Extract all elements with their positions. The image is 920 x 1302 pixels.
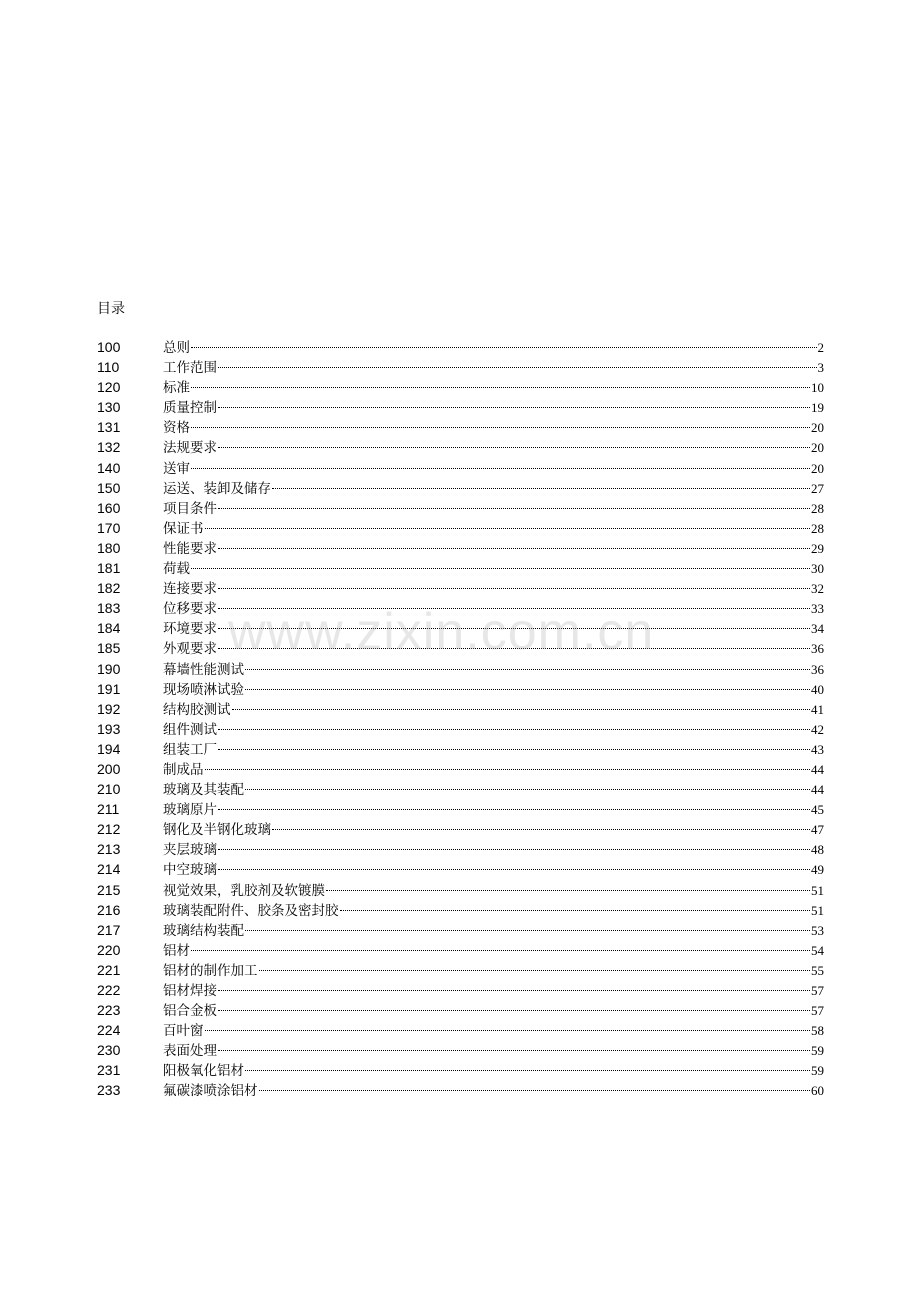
toc-dot-leader [218,447,810,448]
toc-entry[interactable] [97,377,824,397]
toc-entry[interactable] [97,679,824,699]
toc-dot-leader [340,910,811,911]
toc-dot-leader [218,869,810,870]
toc-entry-page: 32 [811,581,824,597]
toc-entry[interactable] [97,538,824,558]
toc-entry-number: 180 [97,539,121,556]
toc-dot-leader [245,669,810,670]
toc-dot-leader [218,588,810,589]
toc-entry-page: 29 [811,540,824,556]
toc-entry[interactable] [97,498,824,518]
toc-entry[interactable] [97,558,824,578]
toc-entry[interactable] [97,759,824,779]
toc-entry-page: 55 [811,962,824,978]
toc-entry-title: 铝材的制作加工 [163,962,258,979]
toc-dot-leader [218,749,810,750]
toc-entry-title: 氟碳漆喷涂铝材 [163,1083,258,1100]
toc-dot-leader [272,488,810,489]
toc-entry-page: 43 [811,741,824,757]
toc-entry[interactable] [97,739,824,759]
toc-entry[interactable] [97,357,824,377]
toc-entry[interactable] [97,859,824,879]
toc-entry[interactable] [97,417,824,437]
toc-entry-title: 夹层玻璃 [163,842,217,859]
toc-dot-leader [191,568,810,569]
toc-entry-title: 性能要求 [163,540,217,557]
toc-entry-number: 200 [97,760,121,777]
toc-entry[interactable] [97,1040,824,1060]
toc-entry[interactable] [97,880,824,900]
toc-entry-title: 保证书 [163,520,204,537]
toc-entry-number: 120 [97,379,121,396]
toc-entry[interactable] [97,437,824,457]
toc-entry-number: 194 [97,740,121,757]
toc-entry-title: 运送、装卸及储存 [163,480,271,497]
toc-entry-title: 环境要求 [163,621,217,638]
toc-entry-page: 51 [811,882,824,898]
toc-entry-title: 铝材焊接 [163,983,217,999]
toc-list [97,337,824,1101]
toc-entry[interactable] [97,799,824,819]
toc-entry-number: 216 [97,901,121,918]
toc-entry-title: 项目条件 [163,500,217,517]
toc-entry-number: 214 [97,861,121,878]
toc-entry[interactable] [97,719,824,739]
toc-entry[interactable] [97,397,824,417]
toc-entry-number: 190 [97,660,121,677]
toc-entry-title: 质量控制 [163,400,217,417]
toc-dot-leader [218,608,810,609]
toc-entry[interactable] [97,1080,824,1100]
toc-entry-page: 19 [811,400,824,416]
toc-entry-page: 30 [811,561,824,577]
toc-title: 目录 [97,301,125,317]
toc-entry-number: 184 [97,620,121,637]
toc-entry-page: 60 [811,1083,824,1099]
toc-dot-leader [259,970,811,971]
toc-entry-page: 59 [811,1043,824,1059]
toc-entry-title: 表面处理 [163,1043,217,1060]
toc-entry-number: 110 [97,359,120,376]
toc-entry[interactable] [97,1020,824,1040]
toc-entry-page: 20 [811,420,824,436]
toc-entry-page: 44 [811,782,824,798]
toc-entry-number: 223 [97,1002,121,1019]
toc-entry-number: 220 [97,941,121,958]
toc-entry-title: 百叶窗 [163,1023,204,1040]
toc-entry[interactable] [97,900,824,920]
toc-dot-leader [191,468,810,469]
toc-dot-leader [272,829,810,830]
toc-entry-title: 总则 [163,340,190,356]
toc-dot-leader [326,890,810,891]
toc-entry-page: 51 [811,902,824,918]
toc-entry-page: 54 [811,942,824,958]
toc-entry-page: 20 [811,440,824,456]
toc-entry-title: 结构胶测试 [163,701,231,718]
toc-entry-page: 36 [811,661,824,677]
toc-entry-page: 47 [811,822,824,838]
toc-entry-number: 140 [97,459,121,476]
toc-dot-leader [245,789,810,790]
toc-entry[interactable] [97,819,824,839]
toc-dot-leader [191,387,810,388]
toc-dot-leader [205,1030,811,1031]
toc-entry-title: 组装工厂 [163,741,217,758]
toc-dot-leader [232,709,811,710]
toc-dot-leader [205,528,811,529]
toc-entry-number: 222 [97,982,121,998]
toc-dot-leader [218,367,817,368]
toc-entry-number: 160 [97,499,121,516]
toc-entry-title: 阳极氧化铝材 [163,1063,244,1080]
toc-dot-leader [191,347,817,348]
toc-entry-page: 53 [811,922,824,938]
toc-dot-leader [218,990,810,991]
toc-entry-page: 3 [817,360,824,376]
toc-entry-title: 视觉效果，乳胶剂及软镀膜 [163,882,325,899]
toc-entry-number: 221 [97,961,121,978]
toc-entry-page: 34 [811,621,824,637]
toc-entry-page: 48 [811,842,824,858]
toc-entry-page: 49 [811,862,824,878]
toc-entry-title: 制成品 [163,761,204,778]
toc-entry-number: 170 [97,519,121,536]
toc-entry-title: 送审 [163,460,190,477]
toc-entry-number: 193 [97,720,121,737]
toc-entry[interactable] [97,518,824,538]
toc-dot-leader [205,769,811,770]
toc-entry-page: 33 [811,601,824,617]
toc-dot-leader [218,648,810,649]
toc-dot-leader [218,548,810,549]
toc-entry-title: 钢化及半钢化玻璃 [163,822,271,839]
toc-entry[interactable] [97,699,824,719]
toc-entry-page: 10 [811,380,824,396]
toc-dot-leader [218,628,810,629]
toc-entry-page: 36 [811,641,824,657]
toc-entry-number: 224 [97,1022,121,1039]
toc-entry-page: 42 [811,721,824,737]
toc-entry-page: 20 [811,460,824,476]
toc-entry[interactable] [97,659,824,679]
toc-entry[interactable] [97,980,824,1000]
toc-entry-title: 玻璃及其装配 [163,782,244,799]
toc-dot-leader [218,809,810,810]
toc-entry-number: 132 [97,439,121,456]
toc-entry-number: 215 [97,881,121,898]
toc-dot-leader [218,1010,810,1011]
toc-entry-page: 45 [811,802,824,818]
toc-entry-title: 法规要求 [163,440,217,457]
toc-entry[interactable] [97,578,824,598]
toc-dot-leader [218,508,810,509]
toc-entry[interactable] [97,1000,824,1020]
toc-entry-number: 181 [97,560,121,577]
toc-entry-number: 150 [97,479,121,496]
toc-entry-title: 铝合金板 [163,1003,217,1020]
toc-entry-page: 2 [817,340,824,355]
toc-entry[interactable] [97,638,824,658]
toc-dot-leader [245,1070,810,1071]
toc-entry-number: 211 [97,801,120,818]
toc-entry-page: 27 [811,480,824,496]
toc-entry-title: 标准 [163,380,190,397]
watermark: www.zixin.com.cn [228,603,655,661]
toc-entry-title: 现场喷淋试验 [163,681,244,698]
toc-entry-title: 幕墙性能测试 [163,661,244,678]
toc-entry-title: 荷载 [163,561,190,578]
toc-entry-title: 工作范围 [163,360,217,377]
toc-entry-number: 192 [97,700,121,717]
toc-entry-title: 中空玻璃 [163,862,217,879]
toc-dot-leader [218,849,810,850]
toc-entry[interactable] [97,779,824,799]
toc-entry-number: 182 [97,580,121,597]
toc-dot-leader [218,1050,810,1051]
toc-entry[interactable] [97,337,824,357]
toc-entry[interactable] [97,618,824,638]
toc-entry-page: 41 [811,701,824,717]
toc-dot-leader [245,930,810,931]
toc-entry-page: 28 [811,500,824,516]
toc-entry[interactable] [97,598,824,618]
toc-entry-number: 131 [97,419,121,436]
toc-entry-page: 44 [811,761,824,777]
toc-dot-leader [191,950,810,951]
toc-entry-title: 玻璃装配附件、胶条及密封胶 [163,902,339,919]
toc-dot-leader [218,407,810,408]
toc-entry-number: 217 [97,921,121,938]
toc-entry-number: 212 [97,821,121,838]
toc-entry[interactable] [97,478,824,498]
toc-entry[interactable] [97,960,824,980]
toc-entry-number: 183 [97,600,121,617]
toc-entry-title: 位移要求 [163,601,217,618]
toc-entry[interactable] [97,458,824,478]
toc-entry[interactable] [97,920,824,940]
toc-entry-title: 外观要求 [163,641,217,658]
toc-entry-number: 230 [97,1042,121,1059]
toc-dot-leader [245,689,810,690]
toc-entry[interactable] [97,839,824,859]
toc-entry-title: 资格 [163,420,190,437]
toc-dot-leader [218,729,810,730]
toc-entry-number: 185 [97,640,121,657]
toc-entry-title: 连接要求 [163,581,217,598]
toc-entry-page: 57 [811,983,824,998]
toc-entry-page: 58 [811,1023,824,1039]
toc-entry-title: 玻璃原片 [163,802,217,819]
toc-entry[interactable] [97,940,824,960]
toc-entry-number: 100 [97,339,121,355]
toc-entry-number: 213 [97,841,121,858]
toc-dot-leader [259,1090,811,1091]
toc-entry-page: 57 [811,1003,824,1019]
toc-entry[interactable] [97,1060,824,1080]
toc-entry-title: 组件测试 [163,721,217,738]
toc-entry-title: 铝材 [163,942,190,959]
toc-entry-page: 28 [811,520,824,536]
toc-entry-number: 231 [97,1062,121,1079]
toc-entry-page: 40 [811,681,824,697]
toc-entry-number: 130 [97,399,121,416]
toc-entry-number: 233 [97,1082,121,1099]
toc-entry-page: 59 [811,1063,824,1079]
toc-entry-number: 210 [97,781,121,798]
toc-entry-title: 玻璃结构装配 [163,922,244,939]
toc-entry-number: 191 [97,680,121,697]
toc-dot-leader [191,427,810,428]
